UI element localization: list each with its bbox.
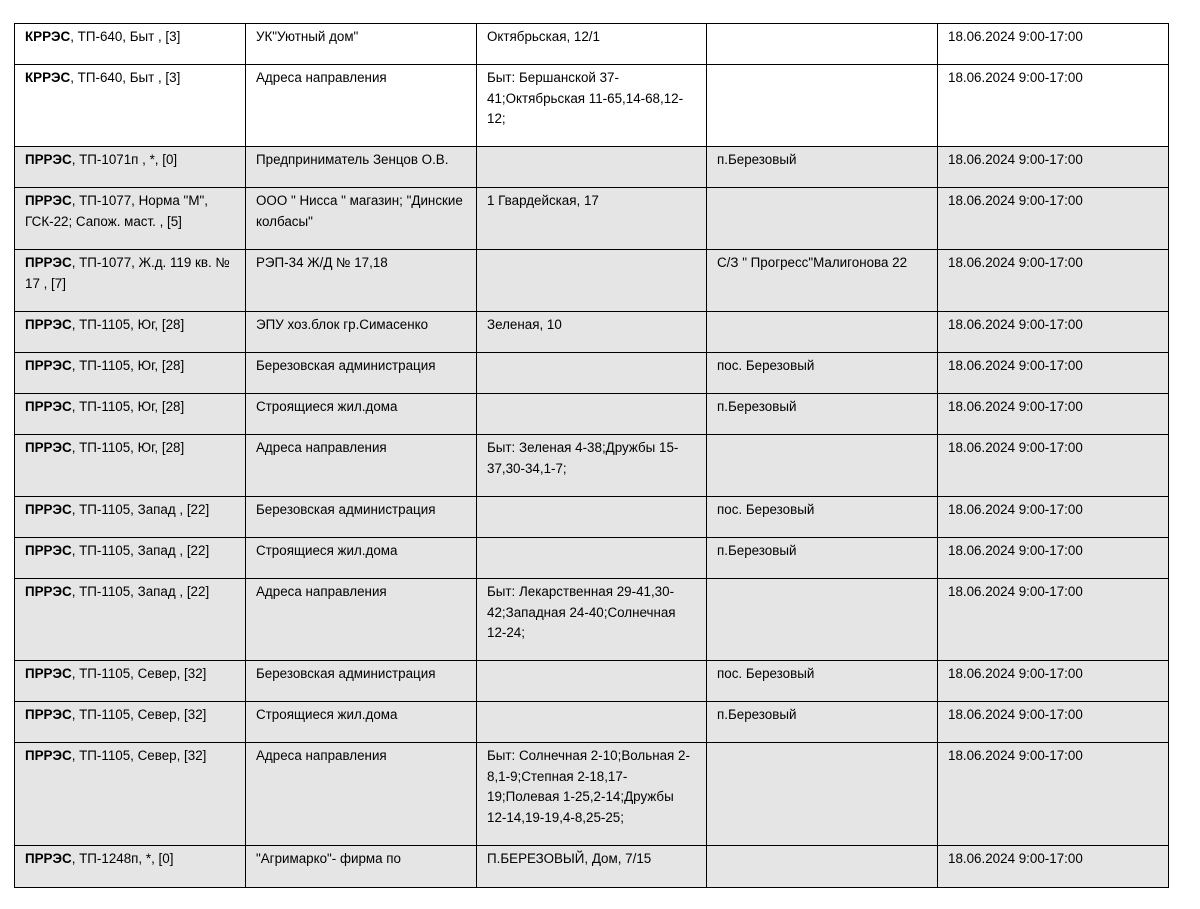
table-row (15, 312, 1169, 353)
cell-substation (15, 743, 246, 846)
cell-consumer: Адреса направления (246, 435, 477, 497)
table-row (15, 147, 1169, 188)
res-name: ПРРЭС (25, 399, 72, 414)
tp-details: , ТП-1105, Юг, [28] (71, 358, 185, 373)
cell-substation (15, 312, 246, 353)
cell-substation (15, 661, 246, 702)
cell-consumer: Строящиеся жил.дома (246, 702, 477, 743)
cell-substation (15, 538, 246, 579)
cell-consumer: Березовская администрация (246, 497, 477, 538)
tp-details: , ТП-1105, Север, [32] (71, 748, 207, 763)
cell-period: 18.06.2024 9:00-17:00 (938, 250, 1169, 312)
res-name: ПРРЭС (25, 584, 72, 599)
res-name: ПРРЭС (25, 748, 72, 763)
table-row (15, 394, 1169, 435)
res-name: ПРРЭС (25, 152, 72, 167)
cell-consumer: Строящиеся жил.дома (246, 538, 477, 579)
res-name: КРРЭС (25, 29, 71, 44)
table-row (15, 353, 1169, 394)
table-row (15, 188, 1169, 250)
cell-address: Быт: Зеленая 4-38;Дружбы 15-37,30-34,1-7; (477, 435, 707, 497)
cell-locality (707, 743, 938, 846)
cell-locality: С/З " Прогресс"Малигонова 22 (707, 250, 938, 312)
cell-locality (707, 24, 938, 65)
cell-period: 18.06.2024 9:00-17:00 (938, 435, 1169, 497)
tp-details: , ТП-1105, Север, [32] (71, 707, 207, 722)
cell-locality: п.Березовый (707, 147, 938, 188)
cell-consumer: Березовская администрация (246, 661, 477, 702)
res-name: ПРРЭС (25, 666, 72, 681)
cell-locality (707, 188, 938, 250)
outage-table-body (15, 24, 1169, 888)
cell-substation (15, 497, 246, 538)
cell-address: Быт: Солнечная 2-10;Вольная 2-8,1-9;Степная 2-18,17-19;Полевая 1-25,2-14;Дружбы 12-14,19-19,4-8,25-25; (477, 743, 707, 846)
res-name: ПРРЭС (25, 358, 72, 373)
cell-address (477, 250, 707, 312)
cell-substation (15, 250, 246, 312)
cell-address (477, 661, 707, 702)
cell-substation (15, 394, 246, 435)
cell-period: 18.06.2024 9:00-17:00 (938, 24, 1169, 65)
cell-period: 18.06.2024 9:00-17:00 (938, 394, 1169, 435)
cell-locality: пос. Березовый (707, 353, 938, 394)
res-name: ПРРЭС (25, 255, 72, 270)
cell-period: 18.06.2024 9:00-17:00 (938, 846, 1169, 888)
cell-locality: п.Березовый (707, 394, 938, 435)
cell-period: 18.06.2024 9:00-17:00 (938, 147, 1169, 188)
table-row (15, 579, 1169, 661)
tp-details: , ТП-1071п , *, [0] (71, 152, 178, 167)
cell-consumer: Березовская администрация (246, 353, 477, 394)
cell-address: Зеленая, 10 (477, 312, 707, 353)
cell-locality (707, 435, 938, 497)
cell-locality: пос. Березовый (707, 497, 938, 538)
cell-period: 18.06.2024 9:00-17:00 (938, 312, 1169, 353)
outage-table (14, 23, 1169, 888)
tp-details: , ТП-1077, Ж.д. 119 кв. № 17 , [7] (25, 255, 230, 291)
res-name: ПРРЭС (25, 193, 72, 208)
cell-consumer: Адреса направления (246, 65, 477, 147)
table-row (15, 743, 1169, 846)
cell-consumer: ЭПУ хоз.блок гр.Симасенко (246, 312, 477, 353)
table-row (15, 250, 1169, 312)
tp-details: , ТП-1105, Юг, [28] (71, 440, 185, 455)
cell-substation (15, 702, 246, 743)
tp-details: , ТП-1105, Запад , [22] (71, 543, 210, 558)
cell-address: Быт: Лекарственная 29-41,30-42;Западная 24-40;Солнечная 12-24; (477, 579, 707, 661)
table-row (15, 24, 1169, 65)
tp-details: , ТП-1248п, *, [0] (71, 851, 174, 866)
res-name: ПРРЭС (25, 317, 72, 332)
cell-locality: пос. Березовый (707, 661, 938, 702)
cell-substation (15, 846, 246, 888)
res-name: ПРРЭС (25, 502, 72, 517)
cell-address: 1 Гвардейская, 17 (477, 188, 707, 250)
res-name: ПРРЭС (25, 543, 72, 558)
cell-address (477, 353, 707, 394)
tp-details: , ТП-640, Быт , [3] (70, 29, 181, 44)
cell-period: 18.06.2024 9:00-17:00 (938, 65, 1169, 147)
cell-substation (15, 579, 246, 661)
cell-address (477, 147, 707, 188)
tp-details: , ТП-1105, Юг, [28] (71, 317, 185, 332)
cell-substation (15, 188, 246, 250)
cell-address (477, 497, 707, 538)
cell-substation (15, 147, 246, 188)
cell-period: 18.06.2024 9:00-17:00 (938, 661, 1169, 702)
cell-locality: п.Березовый (707, 702, 938, 743)
tp-details: , ТП-1105, Север, [32] (71, 666, 207, 681)
cell-substation (15, 435, 246, 497)
cell-consumer: Предприниматель Зенцов О.В. (246, 147, 477, 188)
cell-address: Быт: Бершанской 37-41;Октябрьская 11-65,14-68,12-12; (477, 65, 707, 147)
tp-details: , ТП-1105, Запад , [22] (71, 584, 210, 599)
res-name: ПРРЭС (25, 851, 72, 866)
cell-consumer: Адреса направления (246, 743, 477, 846)
cell-address (477, 394, 707, 435)
res-name: КРРЭС (25, 70, 71, 85)
res-name: ПРРЭС (25, 707, 72, 722)
table-row (15, 435, 1169, 497)
tp-details: , ТП-640, Быт , [3] (70, 70, 181, 85)
cell-consumer: Строящиеся жил.дома (246, 394, 477, 435)
cell-period: 18.06.2024 9:00-17:00 (938, 743, 1169, 846)
cell-period: 18.06.2024 9:00-17:00 (938, 188, 1169, 250)
cell-period: 18.06.2024 9:00-17:00 (938, 353, 1169, 394)
table-row (15, 702, 1169, 743)
cell-consumer: ООО " Нисса " магазин; "Динские колбасы" (246, 188, 477, 250)
cell-period: 18.06.2024 9:00-17:00 (938, 702, 1169, 743)
cell-locality (707, 579, 938, 661)
cell-consumer: "Агримарко"- фирма по (246, 846, 477, 888)
cell-period: 18.06.2024 9:00-17:00 (938, 538, 1169, 579)
table-row (15, 538, 1169, 579)
cell-consumer: Адреса направления (246, 579, 477, 661)
table-row (15, 65, 1169, 147)
res-name: ПРРЭС (25, 440, 72, 455)
cell-locality (707, 65, 938, 147)
table-row (15, 661, 1169, 702)
cell-locality: п.Березовый (707, 538, 938, 579)
cell-address (477, 702, 707, 743)
cell-address: П.БЕРЕЗОВЫЙ, Дом, 7/15 (477, 846, 707, 888)
tp-details: , ТП-1105, Юг, [28] (71, 399, 185, 414)
table-row (15, 846, 1169, 888)
cell-substation (15, 65, 246, 147)
tp-details: , ТП-1105, Запад , [22] (71, 502, 210, 517)
tp-details: , ТП-1077, Норма "М", ГСК-22; Сапож. маст. , [5] (25, 193, 208, 229)
cell-substation (15, 353, 246, 394)
cell-locality (707, 846, 938, 888)
cell-consumer: РЭП-34 Ж/Д № 17,18 (246, 250, 477, 312)
cell-address (477, 538, 707, 579)
cell-period: 18.06.2024 9:00-17:00 (938, 579, 1169, 661)
cell-period: 18.06.2024 9:00-17:00 (938, 497, 1169, 538)
cell-locality (707, 312, 938, 353)
cell-substation (15, 24, 246, 65)
cell-consumer: УК"Уютный дом" (246, 24, 477, 65)
cell-address: Октябрьская, 12/1 (477, 24, 707, 65)
table-row (15, 497, 1169, 538)
